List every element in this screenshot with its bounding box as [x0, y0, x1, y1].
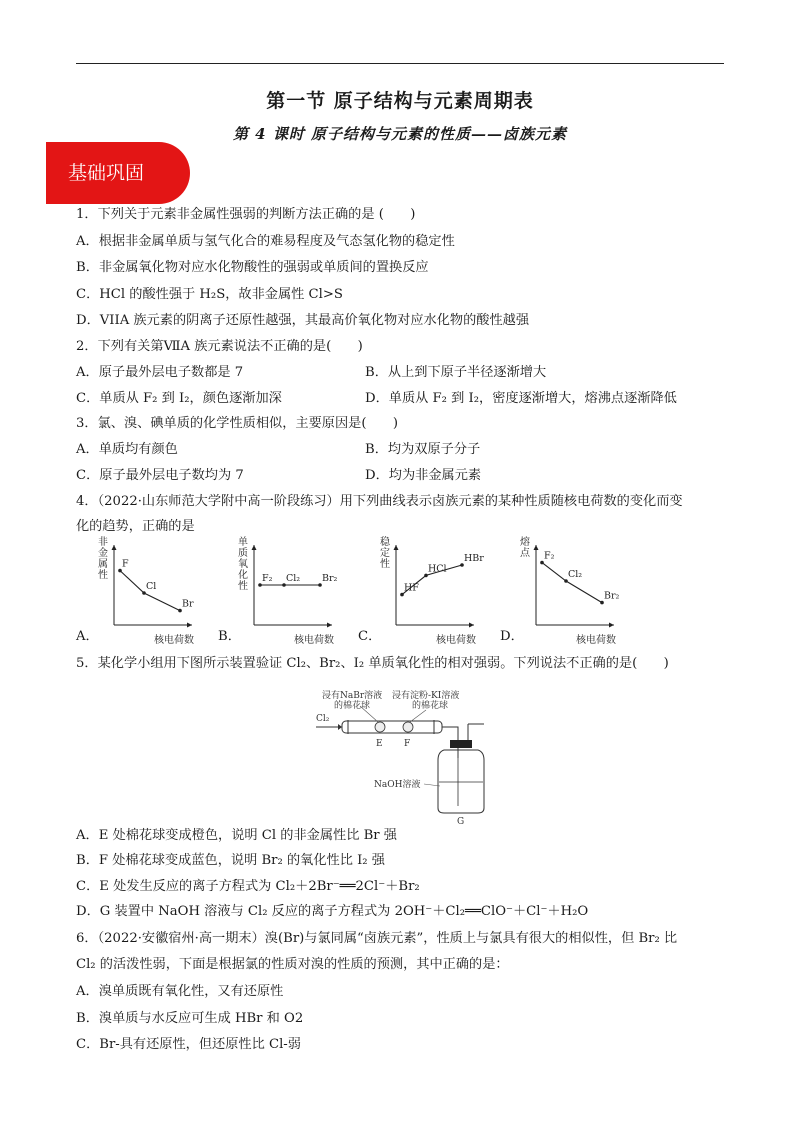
y-axis-arrow	[394, 545, 399, 550]
data-label: HBr	[464, 553, 484, 564]
x-axis-label: 核电荷数	[154, 635, 194, 646]
q6-option-b: B．溴单质与水反应可生成 HBr 和 O2	[76, 1011, 304, 1026]
q6-stem-line1: 6．（2022·安徽宿州·高一期末）溴(Br)与氯同属“卤族元素”，性质上与氯具有很大的相似性，但 Br₂ 比	[76, 931, 678, 946]
label-g: G	[457, 817, 465, 827]
y-axis-label-char: 定	[380, 548, 390, 559]
x-axis-label: 核电荷数	[294, 635, 334, 646]
q5-option-a: A．E 处棉花球变成橙色，说明 Cl 的非金属性比 Br 强	[76, 828, 397, 843]
lesson-subtitle: 第 4 课时 原子结构与元素的性质——卤族元素	[232, 125, 568, 143]
cotton-ball-f	[403, 722, 413, 732]
q4-option-d-label: D．	[500, 629, 524, 644]
chart-b	[236, 537, 338, 646]
x-axis-label: 核电荷数	[576, 635, 616, 646]
section-badge: 基础巩固	[46, 142, 190, 204]
x-axis-arrow	[187, 623, 192, 628]
data-label: HCl	[428, 563, 447, 575]
q1-option-d: D．VIIA 族元素的阴离子还原性越强，其最高价氧化物对应水化物的酸性越强	[76, 313, 530, 328]
q2-option-c: C．单质从 F₂ 到 I₂，颜色逐渐加深	[76, 391, 282, 406]
section-title: 第一节 原子结构与元素周期表	[266, 90, 534, 112]
q6-option-c: C．Br-具有还原性，但还原性比 Cl-弱	[76, 1037, 301, 1052]
y-axis-label-char: 单	[238, 537, 248, 548]
y-axis-arrow	[534, 545, 539, 550]
q1-option-b: B．非金属氧化物对应水化物酸性的强弱或单质间的置换反应	[76, 260, 429, 275]
x-axis-label: 核电荷数	[436, 635, 476, 646]
x-axis-arrow	[327, 623, 332, 628]
q4-option-a-label: A．	[76, 629, 99, 644]
q5-stem: 5．某化学小组用下图所示装置验证 Cl₂、Br₂、I₂ 单质氧化性的相对强弱。下列说法不正确的是( )	[76, 656, 669, 671]
q2-stem: 2．下列有关第ⅦA 族元素说法不正确的是( )	[76, 339, 363, 354]
chart-c	[378, 537, 484, 646]
label-e: E	[376, 739, 383, 749]
q4-option-b-label: B．	[218, 629, 241, 644]
y-axis-label-char: 质	[238, 548, 248, 559]
label-nabr-2: 的棉花球	[334, 701, 371, 711]
pointer-f	[410, 710, 426, 722]
data-label: Br₂	[604, 590, 620, 602]
q5-option-c: C．E 处发生反应的离子方程式为 Cl₂＋2Br⁻══2Cl⁻＋Br₂	[76, 879, 420, 894]
data-label: Br₂	[322, 573, 338, 584]
label-ki-2: 的棉花球	[412, 701, 449, 711]
q6-option-a: A．溴单质既有氧化性，又有还原性	[76, 984, 284, 999]
chart-d	[518, 537, 620, 646]
data-label: Br	[182, 598, 194, 610]
y-axis-label-char: 氧	[238, 559, 248, 570]
data-label: HF	[404, 582, 419, 594]
q2-option-b: B．从上到下原子半径逐渐增大	[365, 365, 547, 380]
label-nabr: 浸有NaBr溶液	[322, 691, 383, 701]
inlet-arrow	[338, 724, 342, 730]
data-label: Cl	[146, 581, 157, 592]
data-label: F₂	[544, 550, 555, 562]
q3-option-b: B．均为双原子分子	[365, 442, 481, 457]
data-label: Cl₂	[286, 573, 301, 584]
chart-a	[96, 537, 196, 646]
y-axis-label-char: 化	[238, 570, 248, 581]
y-axis-label-char: 性	[238, 581, 248, 592]
apparatus-diagram	[308, 686, 488, 827]
gas-bottle	[438, 750, 484, 813]
y-axis-label-char: 稳	[380, 537, 390, 548]
q5-option-b: B．F 处棉花球变成蓝色，说明 Br₂ 的氧化性比 I₂ 强	[76, 853, 385, 868]
y-axis-label-char: 金	[98, 548, 108, 559]
y-axis-label-char: 熔	[520, 537, 530, 548]
q1-option-c: C．HCl 的酸性强于 H₂S，故非金属性 Cl>S	[76, 287, 343, 302]
y-axis-label-char: 点	[520, 548, 530, 559]
y-axis-arrow	[112, 545, 117, 550]
bottle-stopper	[450, 740, 472, 748]
q2-option-a: A．原子最外层电子数都是 7	[76, 365, 244, 380]
x-axis-arrow	[469, 623, 474, 628]
q4-stem-line2: 化的趋势，正确的是	[76, 519, 195, 534]
label-naoh: NaOH溶液	[374, 780, 421, 790]
q3-option-a: A．单质均有颜色	[76, 442, 178, 457]
data-label: Cl₂	[568, 569, 583, 580]
q4-option-c-label: C．	[358, 629, 382, 644]
y-axis-label-char: 非	[98, 537, 108, 548]
x-axis-arrow	[609, 623, 614, 628]
q3-option-c: C．原子最外层电子数均为 7	[76, 468, 244, 483]
y-axis-label-char: 性	[98, 570, 108, 581]
q6-stem-line2: Cl₂ 的活泼性弱，下面是根据氯的性质对溴的性质的预测，其中正确的是：	[76, 957, 509, 972]
y-axis-label-char: 性	[380, 559, 390, 570]
q3-option-d: D．均为非金属元素	[365, 468, 482, 483]
q3-stem: 3．氯、溴、碘单质的化学性质相似，主要原因是( )	[76, 416, 398, 431]
y-axis-label-char: 属	[98, 559, 108, 570]
y-axis-arrow	[252, 545, 257, 550]
label-f: F	[404, 739, 411, 749]
label-ki: 浸有淀粉-KI溶液	[392, 691, 460, 701]
data-label: F	[122, 558, 129, 570]
label-cl2-in: Cl₂	[316, 714, 330, 724]
cotton-ball-e	[375, 722, 385, 732]
q2-option-d: D．单质从 F₂ 到 I₂，密度逐渐增大，熔沸点逐渐降低	[365, 391, 677, 406]
q1-stem: 1．下列关于元素非金属性强弱的判断方法正确的是 ( )	[76, 207, 416, 222]
q5-option-d: D．G 装置中 NaOH 溶液与 Cl₂ 反应的离子方程式为 2OH⁻＋Cl₂══ClO⁻＋Cl⁻＋H₂O	[76, 904, 589, 919]
glass-tube	[342, 721, 442, 733]
q4-stem-line1: 4．（2022·山东师范大学附中高一阶段练习）用下列曲线表示卤族元素的某种性质随核电荷数的变化而变	[76, 494, 683, 509]
q1-option-a: A．根据非金属单质与氢气化合的难易程度及气态氢化物的稳定性	[76, 234, 455, 249]
data-label: F₂	[262, 573, 273, 584]
header-rule	[76, 63, 724, 64]
